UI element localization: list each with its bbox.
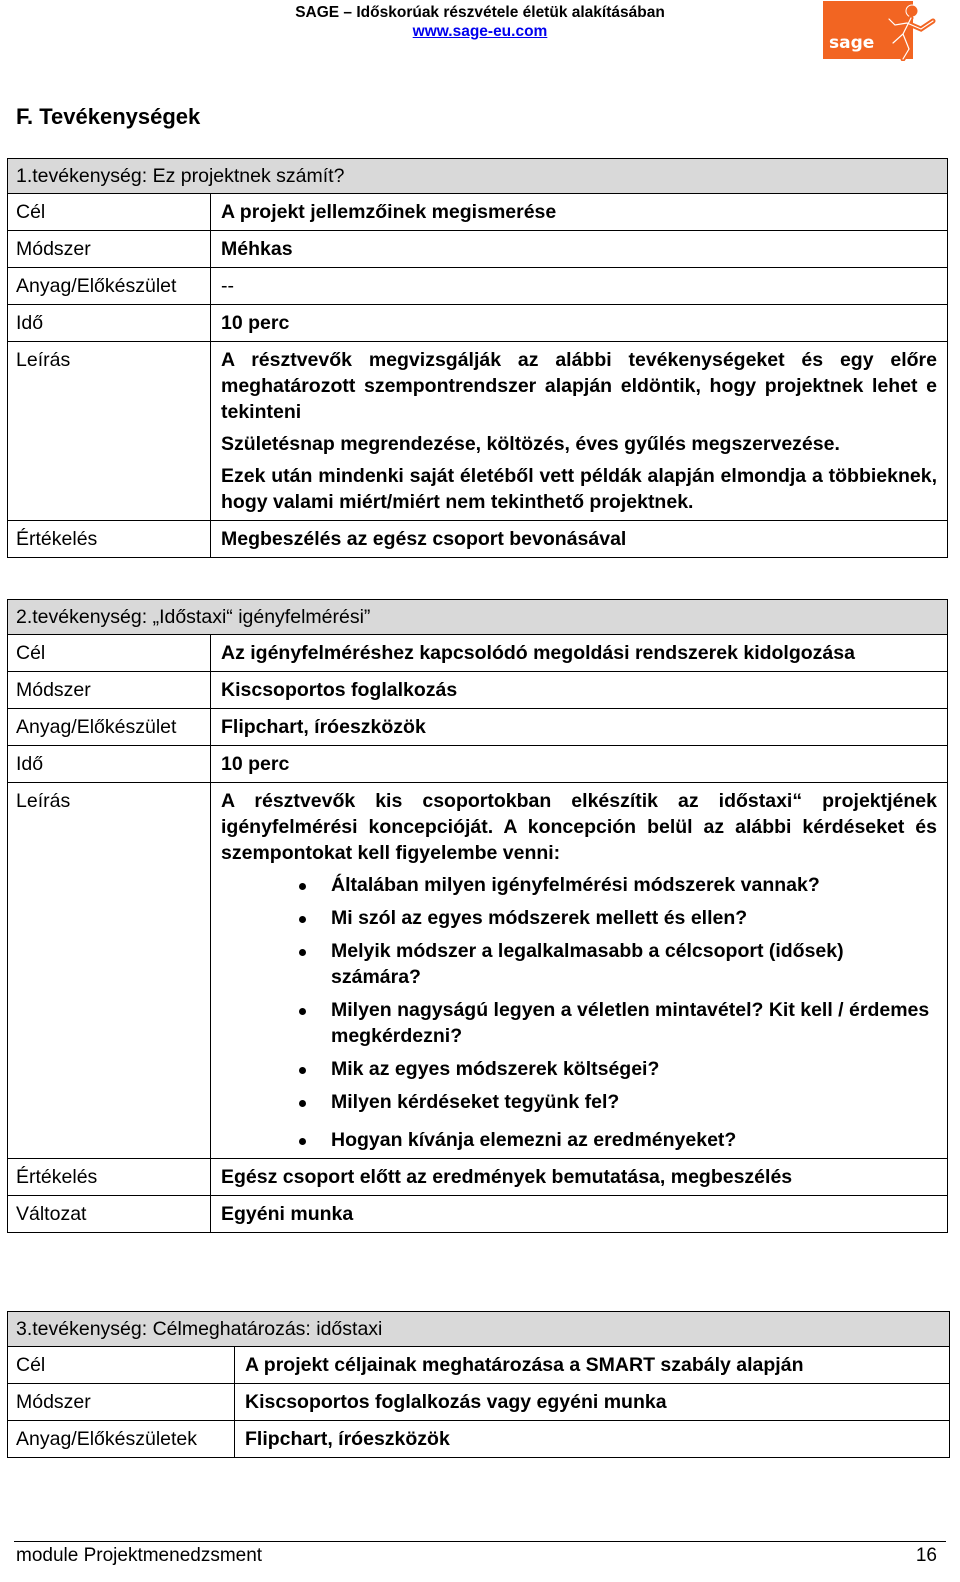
list-item: Általában milyen igényfelmérési módszerek vannak?: [331, 872, 937, 898]
ido-label: Idő: [8, 746, 211, 783]
anyag-value: Flipchart, íróeszközök: [235, 1421, 950, 1458]
logo-text: sage: [829, 33, 875, 53]
header-title: SAGE – Időskorúak részvétele életük alakításában: [295, 4, 665, 21]
list-item: Milyen nagyságú legyen a véletlen mintavétel? Kit kell / érdemes megkérdezni?: [331, 997, 937, 1049]
activity-2-heading: 2.tevékenység: „Időstaxi“ igényfelmérési”: [8, 600, 948, 635]
leiras-paragraph-3: Ezek után mindenki saját életéből vett példák alapján elmondja a többieknek, hogy valami miért/miért nem tekinthető projektnek.: [221, 465, 937, 513]
anyag-label: Anyag/Előkészületek: [8, 1421, 235, 1458]
leiras-value: [211, 342, 948, 521]
leiras-paragraph-1: A résztvevők megvizsgálják az alábbi tevékenységeket és egy előre meghatározott szempontrendszer alapján eldöntik, hogy projektnek lehet e tekinteni: [221, 349, 937, 423]
header-website-link[interactable]: www.sage-eu.com: [412, 23, 548, 40]
leiras-paragraph-2: Születésnap megrendezése, költözés, éves gyűlés megszervezése.: [221, 433, 840, 455]
cel-value: A projekt céljainak meghatározása a SMART szabály alapján: [235, 1347, 950, 1384]
modszer-label: Módszer: [8, 1384, 235, 1421]
activity-1-table: [7, 158, 948, 558]
leiras-intro: A résztvevők kis csoportokban elkészítik az időstaxi“ projektjének igényfelmérési koncepcióját. A koncepción belül az alábbi kérdéseket és szempontokat kell figyelembe venni:: [221, 790, 937, 864]
ertekeles-value: Megbeszélés az egész csoport bevonásával: [211, 521, 948, 558]
sage-logo: [823, 1, 938, 61]
ertekeles-label: Értékelés: [8, 521, 211, 558]
list-item: Mi szól az egyes módszerek mellett és ellen?: [331, 905, 937, 931]
page-header: [0, 0, 960, 70]
cel-value: A projekt jellemzőinek megismerése: [211, 194, 948, 231]
ido-label: Idő: [8, 305, 211, 342]
page-number: 16: [915, 1545, 937, 1566]
activity-2-table: [7, 599, 948, 1233]
cel-label: Cél: [8, 1347, 235, 1384]
cel-label: Cél: [8, 194, 211, 231]
list-item: Melyik módszer a legalkalmasabb a célcsoport (idősek) számára?: [331, 938, 937, 990]
ertekeles-label: Értékelés: [8, 1159, 211, 1196]
footer-divider: [14, 1541, 946, 1542]
ido-value: 10 perc: [211, 746, 948, 783]
activity-3-table: [7, 1311, 950, 1458]
anyag-label: Anyag/Előkészület: [8, 268, 211, 305]
modszer-label: Módszer: [8, 672, 211, 709]
modszer-label: Módszer: [8, 231, 211, 268]
valtozat-label: Változat: [8, 1196, 211, 1233]
question-list: [221, 872, 937, 1153]
ertekeles-value: Egész csoport előtt az eredmények bemutatása, megbeszélés: [211, 1159, 948, 1196]
leiras-value: [211, 783, 948, 1159]
activity-1-heading: 1.tevékenység: Ez projektnek számít?: [8, 159, 948, 194]
leiras-label: Leírás: [8, 783, 211, 1159]
list-item: Milyen kérdéseket tegyünk fel?: [331, 1089, 937, 1115]
activity-3-heading: 3.tevékenység: Célmeghatározás: időstaxi: [8, 1312, 950, 1347]
list-item: Hogyan kívánja elemezni az eredményeket?: [331, 1127, 937, 1153]
cel-value: Az igényfelméréshez kapcsolódó megoldási rendszerek kidolgozása: [211, 635, 948, 672]
leiras-label: Leírás: [8, 342, 211, 521]
anyag-value: Flipchart, íróeszközök: [211, 709, 948, 746]
anyag-value: --: [211, 268, 948, 305]
modszer-value: Méhkas: [211, 231, 948, 268]
ido-value: 10 perc: [211, 305, 948, 342]
modszer-value: Kiscsoportos foglalkozás: [211, 672, 948, 709]
anyag-label: Anyag/Előkészület: [8, 709, 211, 746]
footer-module-name: module Projektmenedzsment: [16, 1545, 263, 1566]
section-title: F. Tevékenységek: [16, 104, 201, 129]
list-item: Mik az egyes módszerek költségei?: [331, 1056, 937, 1082]
valtozat-value: Egyéni munka: [211, 1196, 948, 1233]
modszer-value: Kiscsoportos foglalkozás vagy egyéni munka: [235, 1384, 950, 1421]
cel-label: Cél: [8, 635, 211, 672]
